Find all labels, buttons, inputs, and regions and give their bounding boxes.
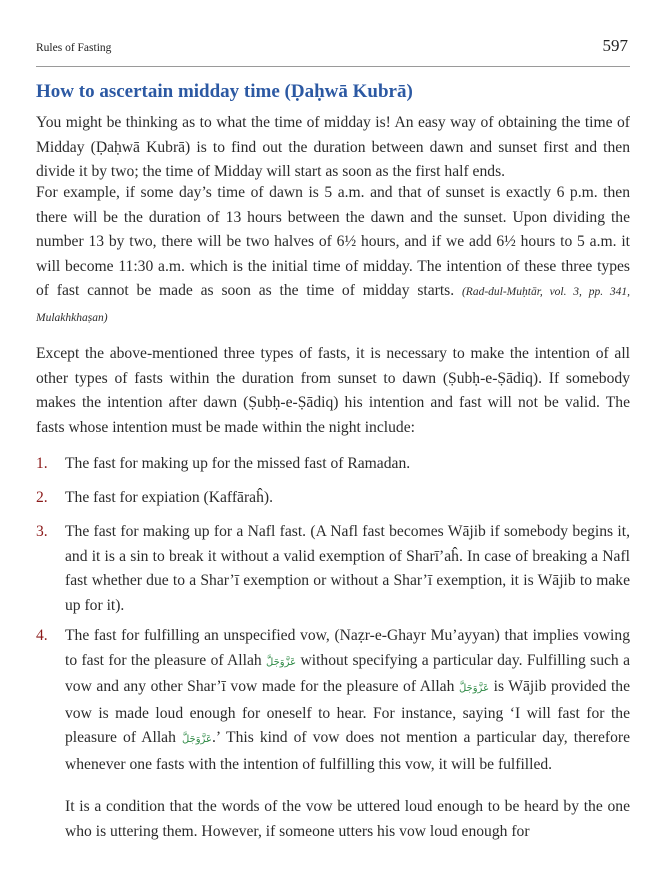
- list-item-text: The fast for making up for the missed fast of Ramadan.: [65, 455, 411, 472]
- running-header: [36, 36, 630, 67]
- list-item-text-part: .’ This kind of vow does not mention a particular day, therefore whenever one fasts with the intention of fulfilling this vow, it will be fulfilled.: [65, 729, 630, 773]
- list-item-text: The fast for expiation (Kaffāraĥ).: [65, 489, 273, 506]
- list-item-text: The fast for making up for a Nafl fast. (A Nafl fast becomes Wājib if somebody begins it, and it is a sin to break it without a valid exemption of Sharī’aĥ. In case of breaking a Nafl fast whether due to a Shar’ī exemption or without a Shar’ī exemption, it is Wājib to make up for it).: [65, 523, 630, 614]
- list-number: 3.: [36, 523, 48, 540]
- list-item: [36, 452, 630, 477]
- section-heading: How to ascertain midday time (Ḍaḥwā Kubrā): [36, 81, 413, 102]
- list-item: [36, 520, 630, 618]
- list-item: [36, 486, 630, 511]
- paragraph-midday-definition: You might be thinking as to what the time of midday is! An easy way of obtaining the time of Midday (Ḍaḥwā Kubrā) is to find out the duration between dawn and sunset first and then divide it by two; the time of Midday will start as soon as the first half ends.: [36, 114, 630, 180]
- list-item-text-part: without specifying a particular day. Fulfilling such a vow and any other Shar’ī vow made for the pleasure of Allah: [65, 651, 630, 695]
- paragraph-vow-condition: It is a condition that the words of the vow be uttered loud enough to be heard by the one who is uttering them. However, if someone utters his vow loud enough for: [65, 798, 630, 840]
- list-item-text-part: The fast for fulfilling an unspecified vow, (Naẓr-e-Ghayr Mu’ayyan) that implies vowing to fast for the pleasure of Allah: [65, 627, 630, 669]
- list-number: 1.: [36, 455, 48, 472]
- list-item: [36, 624, 630, 777]
- running-title: Rules of Fasting: [36, 42, 112, 54]
- honorific-glyph: عَزَّوَجَلَّ: [458, 683, 490, 694]
- paragraph-intention-rule: Except the above-mentioned three types of fasts, it is necessary to make the intention of all other types of fasts within the duration from sunset to dawn (Ṣubḥ-e-Ṣādiq). If somebody makes the intention after dawn (Ṣubḥ-e-Ṣādiq) his intention and fast will not be valid. The fasts whose intention must be made within the night include:: [36, 345, 630, 436]
- honorific-glyph: عَزَّوَجَلَّ: [181, 734, 213, 745]
- page-number: 597: [602, 36, 628, 55]
- list-item-text: [65, 624, 630, 777]
- list-item-text-part: is Wājib provided the vow is made loud enough for oneself to hear. For instance, saying ‘I will fast for the pleasure of Allah: [65, 678, 631, 746]
- honorific-glyph: عَزَّوَجَلَّ: [266, 656, 297, 668]
- paragraph-example: [36, 181, 630, 330]
- list-number: 2.: [36, 489, 48, 506]
- citation: (Rad-dul-Muḥtār, vol. 3, pp. 341, Mulakhkhaṣan): [36, 286, 630, 324]
- list-number: 4.: [36, 627, 48, 644]
- paragraph-example-text: For example, if some day’s time of dawn is 5 a.m. and that of sunset is exactly 6 p.m. then there will be the duration of 13 hours between the dawn and the sunset. Upon dividing the number 13 by two, there will be two halves of 6½ hours, and if we add 6½ hours to 5 a.m. it will become 11:30 a.m. which is the initial time of midday. The intention of these three types of fast cannot be made as soon as the time of midday starts.: [36, 184, 630, 299]
